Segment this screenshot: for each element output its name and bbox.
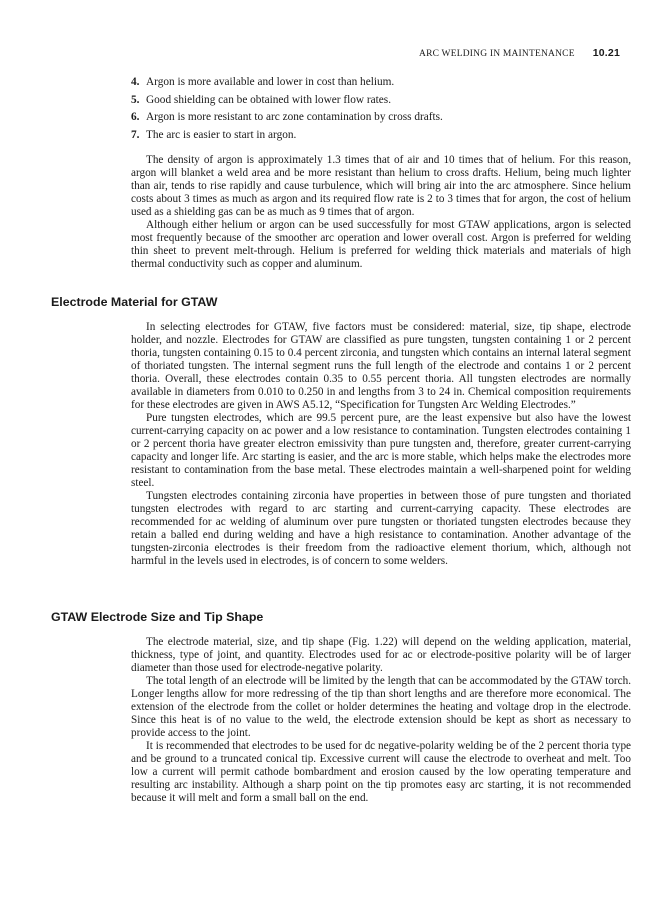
list-number: 5. bbox=[131, 93, 140, 106]
list-item bbox=[131, 127, 631, 145]
page-number: 10.21 bbox=[592, 47, 620, 59]
list-item bbox=[131, 109, 631, 127]
running-header bbox=[419, 47, 620, 59]
section-heading-electrode-material: Electrode Material for GTAW bbox=[51, 295, 218, 309]
list-text: Argon is more available and lower in cost than helium. bbox=[146, 76, 395, 88]
section-electrode-material-text bbox=[131, 321, 631, 568]
list-text: Good shielding can be obtained with lower flow rates. bbox=[146, 93, 392, 106]
list-item bbox=[131, 74, 631, 92]
list-text: The arc is easier to start in argon. bbox=[146, 128, 297, 141]
list-text: Argon is more resistant to arc zone contamination by cross drafts. bbox=[146, 111, 443, 123]
section-electrode-size-text bbox=[131, 636, 631, 805]
paragraph: The density of argon is approximately 1.3 times that of air and 10 times that of helium. For this reason, argon will blanket a weld area and be more resistant than helium to cross drafts. Helium, being much lighter than air, tends to rise rapidly and cause turbulence, which will bring air into the arc atmosphere. Since helium costs about 3 times as much as argon and its required flow rate is 2 to 3 times that for argon, the cost of helium used as a shielding gas can be as much as 9 times that of argon. bbox=[131, 154, 631, 218]
paragraph: Tungsten electrodes containing zirconia have properties in between those of pure tungsten and thoriated tungsten electrodes with regard to arc starting and current-carrying capacity. These electrodes are recommended for ac welding of aluminum over pure tungsten or thoriated tungsten electrodes because they retain a balled end during welding and have a high resistance to contamination. Another advantage of the tungsten-zirconia electrodes is their freedom from the radioactive element thorium, which, although not harmful in the levels used in electrodes, is of concern to some welders. bbox=[131, 490, 631, 567]
advantages-list bbox=[131, 74, 631, 144]
paragraph: In selecting electrodes for GTAW, five factors must be considered: material, size, tip shape, electrode holder, and nozzle. Electrodes for GTAW are classified as pure tungsten, tungsten containing 1 or 2 percent thoria, tungsten containing 0.15 to 0.4 percent zirconia, and tungsten which contains an internal lateral segment of thoriated tungsten. The internal segment runs the full length of the electrode and contains 1 or 2 percent thoria. Overall, these electrodes contain 0.35 to 0.55 percent thoria. All tungsten electrodes are normally available in diameters from 0.010 to 0.250 in and lengths from 3 to 24 in. Chemical composition requirements for these electrodes are given in AWS A5.12, “Specification for Tungsten Arc Welding Electrodes.” bbox=[131, 321, 631, 411]
list-number: 4. bbox=[131, 76, 140, 88]
paragraph: Although either helium or argon can be used successfully for most GTAW applications, argon is selected most frequently because of the smoother arc operation and lower overall cost. Argon is preferred for welding thin sheet to prevent melt-through. Helium is preferred for welding thick materials and materials of high thermal conductivity such as copper and aluminum. bbox=[131, 219, 631, 270]
list-number: 6. bbox=[131, 111, 140, 123]
section-heading-electrode-size: GTAW Electrode Size and Tip Shape bbox=[51, 610, 264, 624]
paragraph: The electrode material, size, and tip shape (Fig. 1.22) will depend on the welding application, material, thickness, type of joint, and quantity. Electrodes used for ac or electrode-positive polarity will be of larger diameter than those used for electrode-negative polarity. bbox=[131, 636, 631, 674]
paragraph: The total length of an electrode will be limited by the length that can be accommodated by the GTAW torch. Longer lengths allow for more redressing of the tip than short lengths and are therefore more economical. The extension of the electrode from the collet or holder determines the heating and voltage drop in the electrode. Since this heat is of no value to the weld, the electrode extension should be kept as short as necessary to provide access to the joint. bbox=[131, 675, 631, 739]
paragraph: Pure tungsten electrodes, which are 99.5 percent pure, are the least expensive but also have the lowest current-carrying capacity on ac power and a low resistance to contamination. Tungsten electrodes containing 1 or 2 percent thoria have greater electron emissivity than pure tungsten and, therefore, greater current-carrying capacity and longer life. Arc starting is easier, and the arc is more stable, which helps make the electrodes more resistant to contamination from the base metal. These electrodes maintain a well-sharpened point for welding steel. bbox=[131, 412, 631, 489]
list-number: 7. bbox=[131, 128, 140, 141]
running-title: ARC WELDING IN MAINTENANCE bbox=[419, 49, 575, 59]
intro-text bbox=[131, 154, 631, 271]
paragraph: It is recommended that electrodes to be used for dc negative-polarity welding be of the 2 percent thoria type and be ground to a truncated conical tip. Excessive current will cause the electrode to overheat and melt. Too low a current will permit cathode bombardment and erosion caused by the low operating temperature and resulting arc instability. Although a sharp point on the tip promotes easy arc starting, it is not recommended because it will melt and form a small ball on the end. bbox=[131, 740, 631, 804]
list-item bbox=[131, 92, 631, 110]
